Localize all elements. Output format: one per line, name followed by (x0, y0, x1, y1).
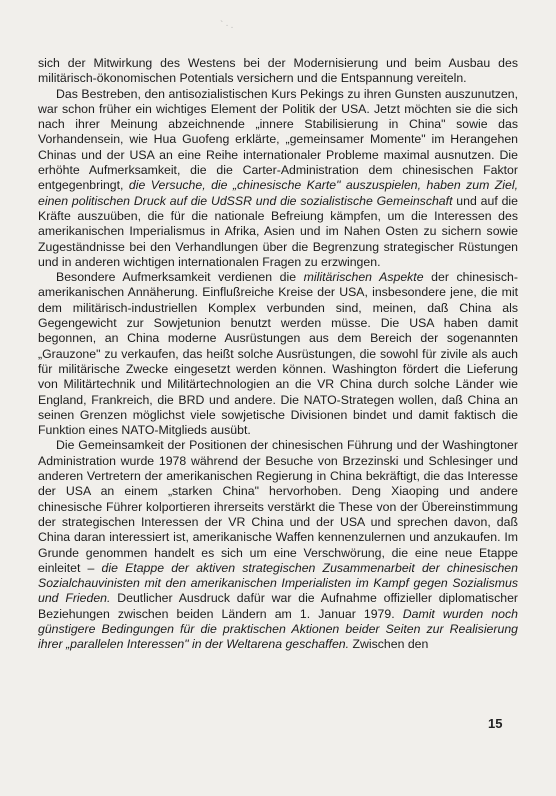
italic-text: die Versuche, die „chinesische Karte" auszuspielen, haben zum Ziel, einen politischen Druck auf die UdSSR und die sozialistische Gemeinschaft (38, 178, 518, 208)
paragraph (38, 270, 518, 438)
text-run: Die Gemeinsamkeit der Positionen der chinesischen Führung und der Washingtoner Administration wurde 1978 während der Besuche von Brzezinski und Schlesinger und anderen Vertretern der amerikanischen Regierung in China bekräftigt, die das Interesse der USA an einem „starken China" hervorhoben. Deng Xiaoping und andere chinesische Führer kolportieren ihrerseits verstärkt die These von der Übereinstimmung der strategischen Interessen der VR China und der USA und sprechen davon, daß China daran interessiert ist, amerikanische Waffen kennenzulernen und anzukaufen. Im Grunde genommen handelt es sich um eine Verschwörung, die eine neue Etappe einleitet – (38, 438, 518, 575)
text-run: Besondere Aufmerksamkeit verdienen die (56, 270, 304, 285)
text-run: sich der Mitwirkung des Westens bei der Modernisierung und beim Ausbau des militärisch-ökonomischen Potentials versichern und die Entspannung vereiteln. (38, 56, 518, 86)
paragraph (38, 87, 518, 271)
scan-artifact: `·. (220, 20, 236, 31)
text-run: und auf die Kräfte auszuüben, die für die nationale Befreiung kämpfen, um die Interessen des amerikanischen Imperialismus in Afrika, Asien und im Nahen Osten zu sichern sowie Zugeständnisse bei den Verhandlungen über die Begrenzung strategischer Rüstungen und in anderen wichtigen internationalen Fragen zu erzwingen. (38, 193, 518, 269)
paragraph (38, 56, 518, 87)
italic-text: militärischen Aspekte (303, 270, 424, 285)
paragraph (38, 438, 518, 652)
text-run: der chinesisch-amerikanischen Annäherung. Einflußreiche Kreise der USA, insbesondere jene, die mit dem militärisch-industriellen Komplex verbunden sind, meinen, daß China als Gegengewicht zur Sowjetunion benutzt werden müsse. Die USA haben damit begonnen, an China moderne Ausrüstungen aus dem Bereich der sogenannten „Grauzone" zu verkaufen, das heißt solche Ausrüstungen, die sowohl für zivile als auch für militärische Zwecke eingesetzt werden können. Washington fördert die Lieferung von Militärtechnik und Militärtechnologien an die VR China durch solche Länder wie England, Frankreich, die BRD und andere. Die NATO-Strategen wollen, daß China an seinen Grenzen möglichst viele sowjetische Divisionen bindet und damit faktisch die Funktion eines NATO-Mitglieds ausübt. (38, 270, 518, 438)
page-number: 15 (488, 716, 503, 731)
text-run: Das Bestreben, den antisozialistischen Kurs Pekings zu ihren Gunsten auszunutzen, war schon früher ein wichtiges Element der Politik der USA. Jetzt möchten sie die sich nach ihrer Meinung abzeichnende „innere Stabilisierung in China" sowie das Vorhandensein, wie Hua Guofeng erklärte, „gemeinsamer Momente" im Herangehen Chinas und der USA an eine Reihe internationaler Probleme maximal ausnutzen. Die erhöhte Aufmerksamkeit, die die Carter-Administration dem chinesischen Faktor entgegenbringt, (38, 86, 518, 193)
italic-text: Damit wurden noch günstigere Bedingungen für die praktischen Aktionen beider Seiten zur Realisierung ihrer „parallelen Interessen" in der Weltarena geschaffen. (38, 606, 518, 652)
text-run: Zwischen den (349, 637, 429, 652)
body-text (38, 56, 518, 653)
text-run: Deutlicher Ausdruck dafür war die Aufnahme offizieller diplomatischer Beziehungen zwischen beiden Ländern am 1. Januar 1979. (38, 591, 519, 621)
italic-text: die Etappe der aktiven strategischen Zusammenarbeit der chinesischen Sozialchauvinisten mit den amerikanischen Imperialisten im Kampf gegen Sozialismus und Frieden. (38, 560, 518, 606)
